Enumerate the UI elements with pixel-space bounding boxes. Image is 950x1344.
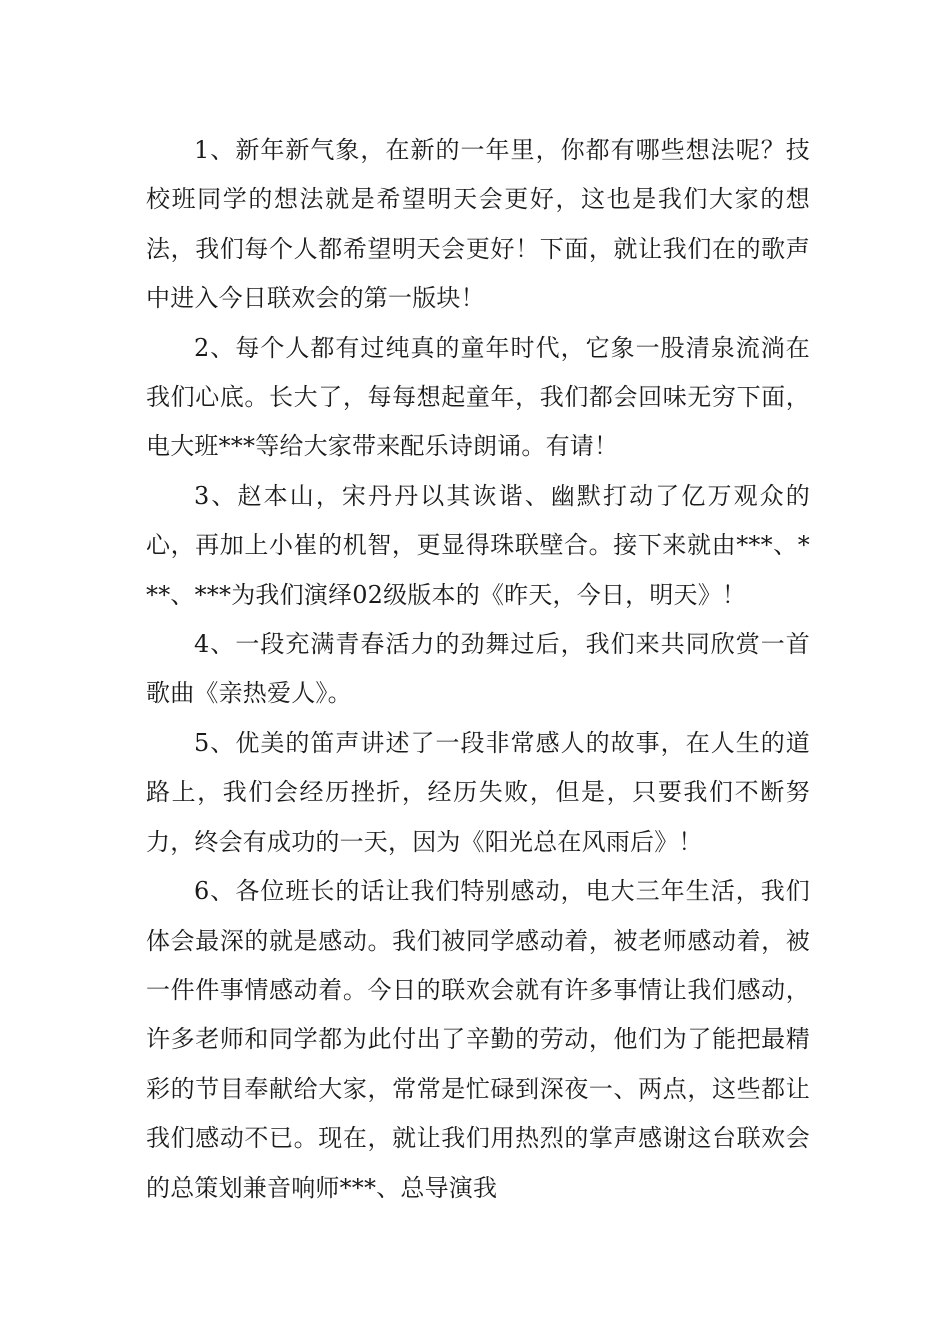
paragraph-2: 2、每个人都有过纯真的童年时代，它象一股清泉流淌在我们心底。长大了，每每想起童年，我们都会回味无穷下面，电大班***等给大家带来配乐诗朗诵。有请！ bbox=[146, 333, 810, 461]
paragraph-1: 1、新年新气象，在新的一年里，你都有哪些想法呢？技校班同学的想法就是希望明天会更好，这也是我们大家的想法，我们每个人都希望明天会更好！下面，就让我们在的歌声中进入今日联欢会的第一版块！ bbox=[146, 136, 810, 313]
paragraph-3: 3、赵本山，宋丹丹以其诙谐、幽默打动了亿万观众的心，再加上小崔的机智，更显得珠联壁合。接下来就由***、***、***为我们演绎02级版本的《昨天，今日，明天》！ bbox=[146, 481, 810, 609]
document-body bbox=[146, 126, 810, 1213]
paragraph-5: 5、优美的笛声讲述了一段非常感人的故事，在人生的道路上，我们会经历挫折，经历失败，但是，只要我们不断努力，终会有成功的一天，因为《阳光总在风雨后》！ bbox=[146, 728, 810, 856]
paragraph-4: 4、一段充满青春活力的劲舞过后，我们来共同欣赏一首歌曲《亲热爱人》。 bbox=[146, 630, 810, 708]
paragraph-6: 6、各位班长的话让我们特别感动，电大三年生活，我们体会最深的就是感动。我们被同学感动着，被老师感动着，被一件件事情感动着。今日的联欢会就有许多事情让我们感动，许多老师和同学都为此付出了辛勤的劳动，他们为了能把最精彩的节目奉献给大家，常常是忙碌到深夜一、两点，这些都让我们感动不已。现在，就让我们用热烈的掌声感谢这台联欢会的总策划兼音响师***、总导演我 bbox=[146, 877, 810, 1202]
